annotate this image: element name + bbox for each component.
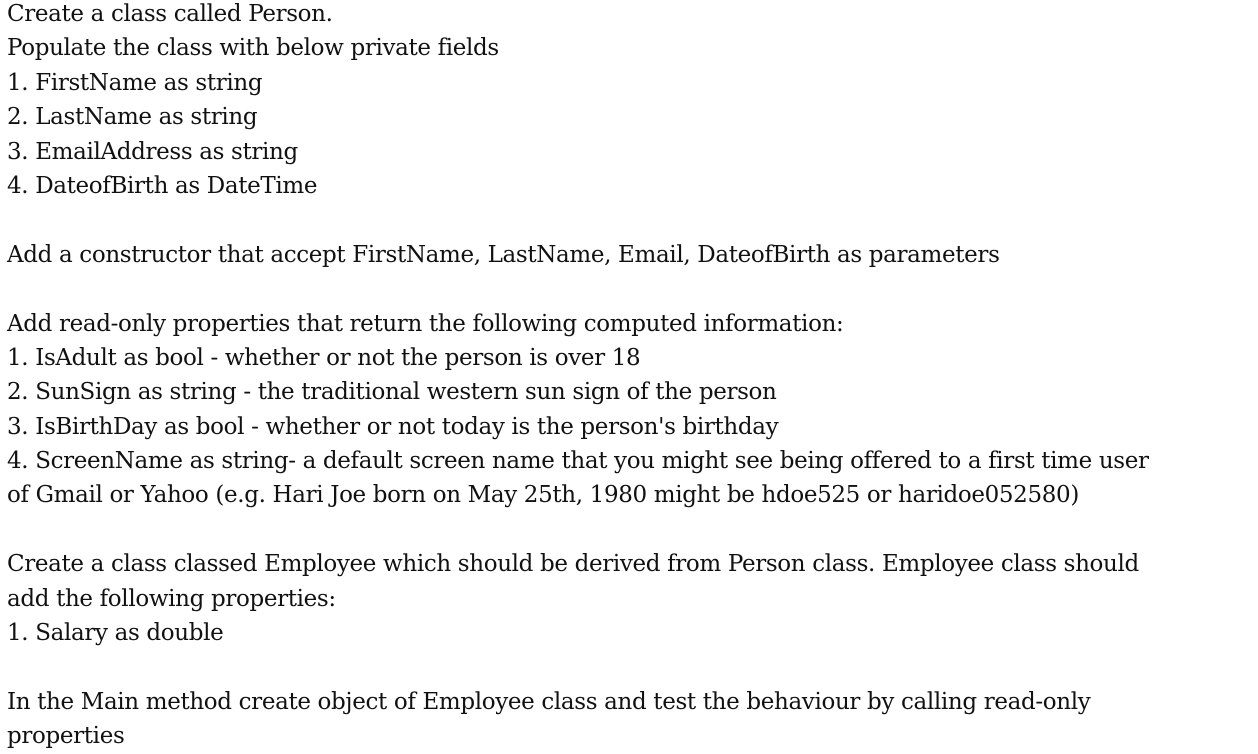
blank-line [7,650,1255,684]
property-item: 2. SunSign as string - the traditional western sun sign of the person [7,379,777,406]
employee-instruction-continued: add the following properties: [7,585,336,612]
assignment-text [7,0,1255,754]
property-item-continued: of Gmail or Yahoo (e.g. Hari Joe born on May 25th, 1980 might be hdoe525 or haridoe052580) [7,482,1079,509]
main-method-instruction-continued: properties [7,723,125,750]
property-item: 4. ScreenName as string- a default screen name that you might see being offered to a first time user [7,448,1149,475]
blank-line [7,272,1255,306]
field-item: 2. LastName as string [7,104,258,131]
property-item: 3. IsBirthDay as bool - whether or not today is the person's birthday [7,413,779,440]
field-item: 3. EmailAddress as string [7,138,298,165]
text-line: Create a class called Person. [7,1,333,27]
constructor-instruction: Add a constructor that accept FirstName, LastName, Email, DateofBirth as parameters [7,241,1000,268]
text-line: Populate the class with below private fields [7,35,499,62]
employee-instruction: Create a class classed Employee which should be derived from Person class. Employee class should [7,551,1139,578]
blank-line [7,203,1255,237]
properties-intro: Add read-only properties that return the following computed information: [7,310,844,337]
main-method-instruction: In the Main method create object of Employee class and test the behaviour by calling read-only [7,688,1091,715]
field-item: 4. DateofBirth as DateTime [7,172,318,199]
blank-line [7,513,1255,547]
employee-property-item: 1. Salary as double [7,620,224,647]
field-item: 1. FirstName as string [7,69,263,96]
property-item: 1. IsAdult as bool - whether or not the person is over 18 [7,344,641,371]
